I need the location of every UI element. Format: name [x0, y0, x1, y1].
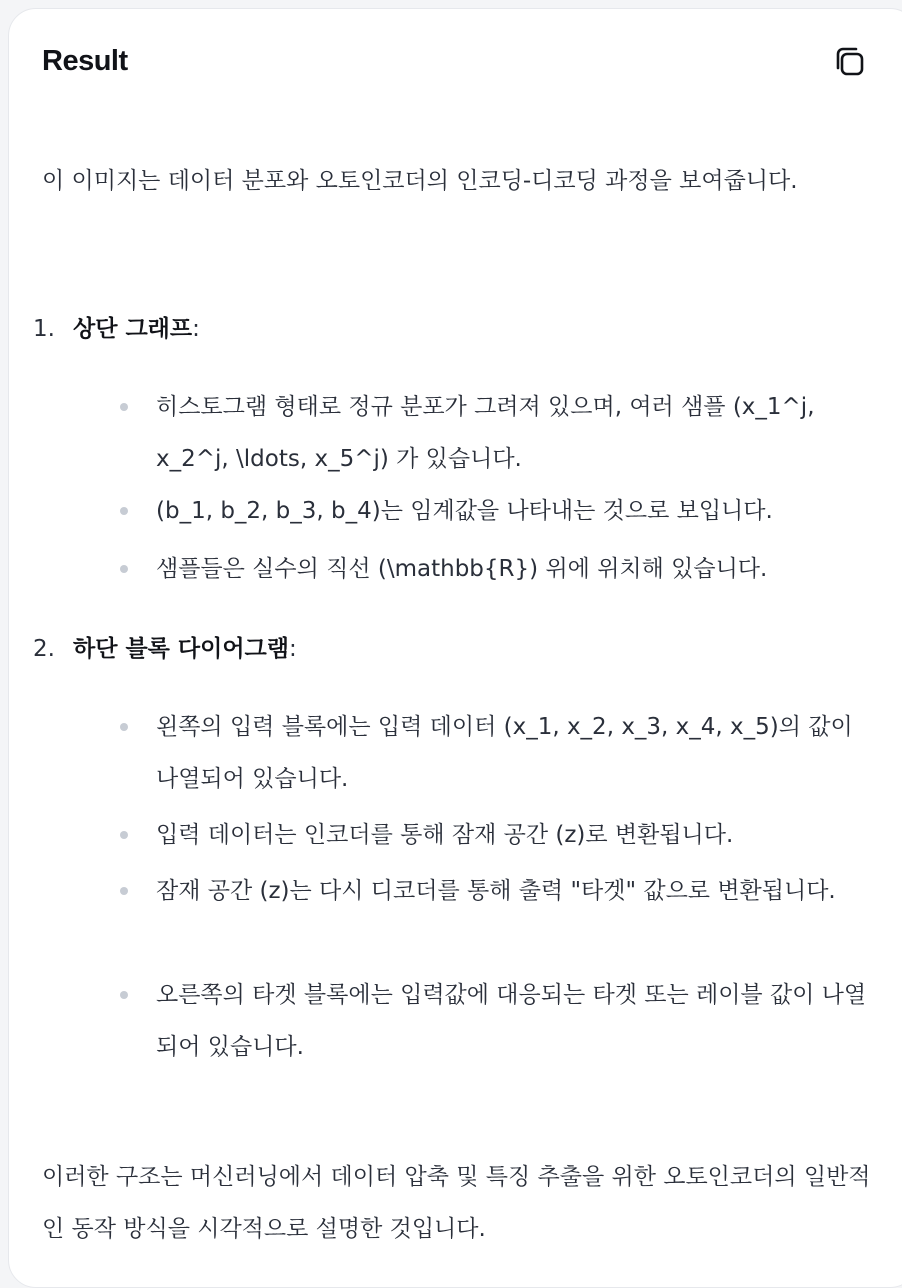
result-header: [42, 45, 902, 81]
list-item: [120, 865, 880, 917]
section-heading-1: [9, 303, 200, 355]
section-heading-2: [9, 623, 297, 675]
list-item: [120, 485, 880, 537]
bullet-icon: [120, 991, 128, 999]
list-item-text: (b_1, b_2, b_3, b_4)는 임계값을 나타내는 것으로 보입니다.: [156, 498, 773, 524]
list-item: [120, 381, 880, 485]
result-title: Result: [42, 45, 128, 77]
list-item-text: 잠재 공간 (z)는 다시 디코더를 통해 출력 "타겟" 값으로 변환됩니다.: [156, 878, 836, 904]
bullet-icon: [120, 403, 128, 411]
list-item-text: 왼쪽의 입력 블록에는 입력 데이터 (x_1, x_2, x_3, x_4, x_5)의 값이 나열되어 있습니다.: [156, 714, 853, 792]
result-card: [8, 8, 902, 1288]
list-item-text: 샘플들은 실수의 직선 (\mathbb{R}) 위에 위치해 있습니다.: [156, 556, 768, 582]
list-item-text: 히스토그램 형태로 정규 분포가 그려져 있으며, 여러 샘플 (x_1^j, x_2^j, \ldots, x_5^j) 가 있습니다.: [156, 394, 815, 472]
list-item: [120, 809, 880, 861]
bullet-icon: [120, 831, 128, 839]
section-title: 상단 그래프: [73, 316, 193, 342]
intro-paragraph: 이 이미지는 데이터 분포와 오토인코더의 인코딩-디코딩 과정을 보여줍니다.: [42, 168, 798, 194]
bullet-icon: [120, 565, 128, 573]
section-colon: :: [192, 316, 200, 342]
list-item: [120, 543, 880, 595]
list-item: [120, 701, 880, 805]
section-number: 1.: [33, 316, 55, 342]
list-item-text: 입력 데이터는 인코더를 통해 잠재 공간 (z)로 변환됩니다.: [156, 822, 734, 848]
section-title: 하단 블록 다이어그램: [73, 636, 289, 662]
outro-paragraph: 이러한 구조는 머신러닝에서 데이터 압축 및 특징 추출을 위한 오토인코더의 일반적인 동작 방식을 시각적으로 설명한 것입니다.: [42, 1164, 871, 1242]
bullet-icon: [120, 723, 128, 731]
copy-icon: [832, 44, 868, 80]
section-colon: :: [288, 636, 297, 662]
list-item-text: 오른쪽의 타겟 블록에는 입력값에 대응되는 타겟 또는 레이블 값이 나열되어 있습니다.: [156, 982, 867, 1060]
bullet-icon: [120, 507, 128, 515]
list-item: [120, 969, 880, 1073]
bullet-icon: [120, 887, 128, 895]
section-number: 2.: [33, 636, 55, 662]
copy-button[interactable]: [828, 42, 872, 82]
